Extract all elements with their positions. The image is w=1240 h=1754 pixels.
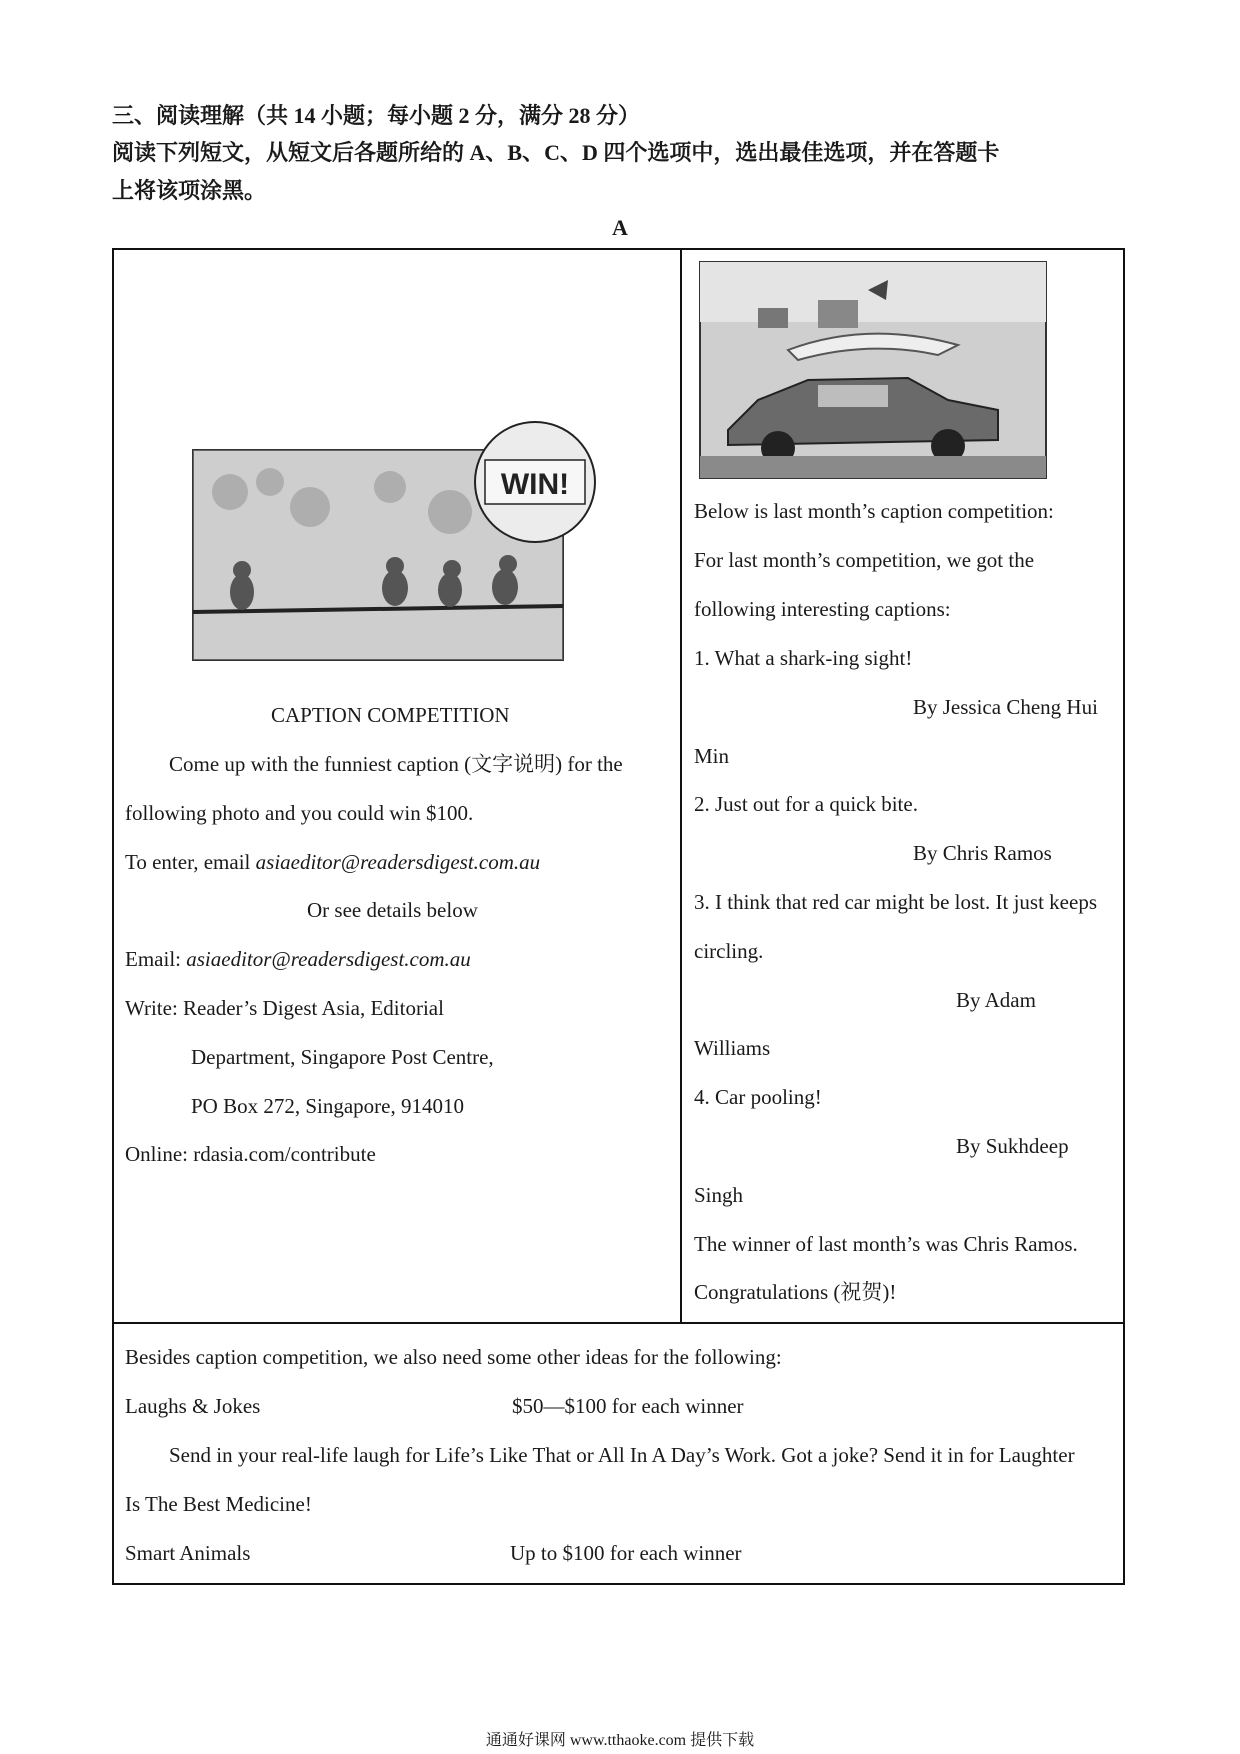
enter-line — [125, 850, 540, 874]
caption-4: 4. Car pooling! — [694, 1085, 822, 1109]
caption-1-author-a: By Jessica Cheng Hui — [913, 695, 1098, 719]
instruction-line-1: 阅读下列短文，从短文后各题所给的 A、B、C、D 四个选项中，选出最佳选项，并在答题卡 — [112, 140, 1000, 165]
write-line-1: Write: Reader’s Digest Asia, Editorial — [125, 996, 444, 1020]
caption-2-author: By Chris Ramos — [913, 841, 1052, 865]
enter-email-link[interactable]: asiaeditor@readersdigest.com.au — [255, 850, 541, 874]
email-link[interactable]: asiaeditor@readersdigest.com.au — [186, 947, 471, 971]
birds-on-wire-photo — [190, 412, 610, 664]
email-label: Email: — [125, 947, 187, 971]
enter-prefix: To enter, email — [125, 850, 256, 874]
caption-2: 2. Just out for a quick bite. — [694, 792, 918, 816]
see-details: Or see details below — [307, 898, 478, 922]
caption-4-author-b: Singh — [694, 1183, 744, 1207]
win-badge: WIN! — [500, 468, 570, 501]
section-heading — [112, 98, 1142, 210]
category-2-prize: Up to $100 for each winner — [510, 1541, 742, 1565]
caption-1-author-b: Min — [694, 744, 730, 768]
competition-title: CAPTION COMPETITION — [271, 703, 510, 727]
column-divider — [680, 248, 682, 1324]
car-shark-photo — [698, 260, 1050, 482]
winner-line: The winner of last month’s was Chris Ramos. — [694, 1232, 1078, 1256]
caption-3-author-a: By Adam — [956, 988, 1036, 1012]
footer-credit: 通通好课网 www.tthaoke.com 提供下载 — [485, 1732, 755, 1749]
right-intro: Below is last month’s caption competition: — [694, 499, 1054, 523]
category-1-name: Laughs & Jokes — [125, 1394, 261, 1418]
category-2-name: Smart Animals — [125, 1541, 251, 1565]
category-1-prize: $50—$100 for each winner — [512, 1394, 744, 1418]
caption-4-author-a: By Sukhdeep — [956, 1134, 1069, 1158]
online-line: Online: rdasia.com/contribute — [125, 1142, 376, 1166]
caption-1: 1. What a shark-ing sight! — [694, 646, 913, 670]
right-line-2: For last month’s competition, we got the — [694, 548, 1035, 572]
bottom-intro: Besides caption competition, we also need some other ideas for the following: — [125, 1345, 782, 1369]
caption-3-author-b: Williams — [694, 1036, 771, 1060]
caption-3-a: 3. I think that red car might be lost. It just keeps — [694, 890, 1097, 914]
email-line — [125, 947, 471, 971]
intro-line-1: Come up with the funniest caption (文字说明) for the — [169, 752, 623, 776]
category-1-desc-2: Is The Best Medicine! — [125, 1492, 312, 1516]
instruction-line-2: 上将该项涂黑。 — [112, 178, 267, 203]
right-line-3: following interesting captions: — [694, 597, 951, 621]
write-line-3: PO Box 272, Singapore, 914010 — [191, 1094, 464, 1118]
category-1-desc-1: Send in your real-life laugh for Life’s Like That or All In A Day’s Work. Got a joke? Send it in for Laughter — [169, 1443, 1075, 1467]
write-line-2: Department, Singapore Post Centre, — [191, 1045, 494, 1069]
passage-label: A — [612, 215, 628, 240]
caption-3-b: circling. — [694, 939, 764, 963]
congrats-line: Congratulations (祝贺)! — [694, 1280, 897, 1304]
section-title: 三、阅读理解（共 14 小题；每小题 2 分，满分 28 分） — [112, 103, 641, 128]
intro-line-2: following photo and you could win $100. — [125, 801, 474, 825]
row-divider — [112, 1322, 1125, 1324]
